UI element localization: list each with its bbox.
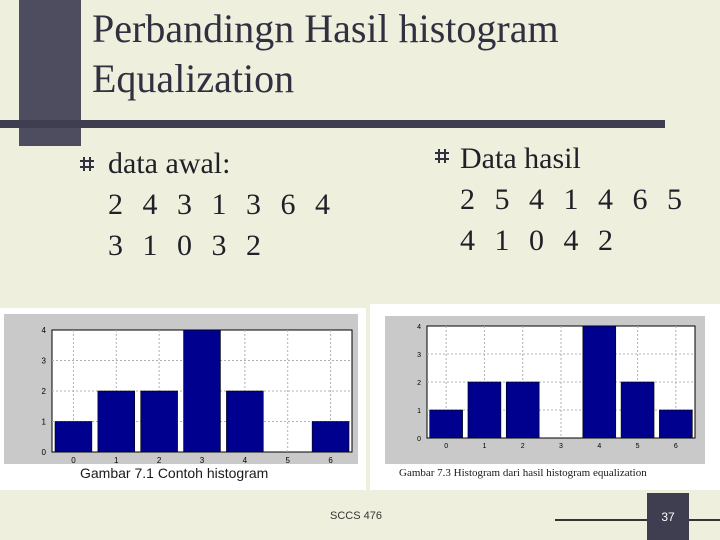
x-tick-label: 3 [559,443,563,450]
bar [184,330,221,452]
bar [583,326,616,438]
y-tick-label: 2 [41,387,46,396]
page-number: 37 [661,510,675,524]
y-tick-label: 0 [417,436,421,443]
left-figure-caption: Gambar 7.1 Contoh histogram [80,465,269,481]
bar [141,391,178,452]
left-data-block [108,143,336,266]
bar [621,382,654,438]
bullet-hash-icon [80,157,94,171]
right-data-block [460,138,688,261]
left-histogram-chart [4,314,358,464]
bar [312,422,349,453]
right-digits-line-2: 4 1 0 4 2 [460,224,619,257]
y-tick-label: 4 [417,324,421,331]
bar [55,422,92,453]
bar [226,391,263,452]
y-tick-label: 3 [417,352,421,359]
left-digits-line-1: 2 4 3 1 3 6 4 [108,188,336,221]
bar [98,391,135,452]
bar [430,410,463,438]
y-tick-label: 1 [41,417,46,427]
right-histogram-chart [385,316,705,464]
left-plot-panel [4,314,358,464]
bar [506,382,539,438]
y-tick-label: 0 [41,448,46,457]
y-tick-label: 4 [41,326,46,335]
x-tick-label: 4 [242,456,248,464]
left-digits-line-2: 3 1 0 3 2 [108,229,267,262]
footer-divider [555,519,720,521]
slide-title [92,4,559,104]
x-tick-label: 0 [444,443,449,450]
bullet-hash-icon [435,149,449,163]
y-tick-label: 3 [41,356,46,366]
x-tick-label: 6 [673,443,678,450]
x-tick-label: 5 [635,443,640,450]
right-digits-line-1: 2 5 4 1 4 6 5 [460,183,688,216]
x-tick-label: 0 [71,456,76,464]
y-tick-label: 2 [417,380,421,387]
right-histogram-figure [370,304,720,490]
x-tick-label: 4 [597,443,602,450]
x-tick-label: 2 [156,456,162,464]
x-tick-label: 2 [520,443,525,450]
title-line-1: Perbandingn Hasil histogram [92,6,559,51]
x-tick-label: 6 [328,456,333,464]
right-plot-panel [385,316,705,464]
bar [659,410,692,438]
title-divider [0,120,665,128]
left-bullet-label: data awal: [108,147,231,180]
y-tick-label: 1 [417,408,421,415]
right-bullet-label: Data hasil [460,142,581,175]
footer-course-code: SCCS 476 [330,510,382,522]
title-line-2: Equalization [92,56,295,101]
x-tick-label: 1 [482,443,487,450]
x-tick-label: 3 [199,456,205,464]
x-tick-label: 5 [285,456,290,464]
right-figure-caption: Gambar 7.3 Histogram dari hasil histogram equalization [399,467,647,479]
x-tick-label: 1 [114,456,119,464]
bar [468,382,501,438]
left-histogram-figure [0,308,366,490]
